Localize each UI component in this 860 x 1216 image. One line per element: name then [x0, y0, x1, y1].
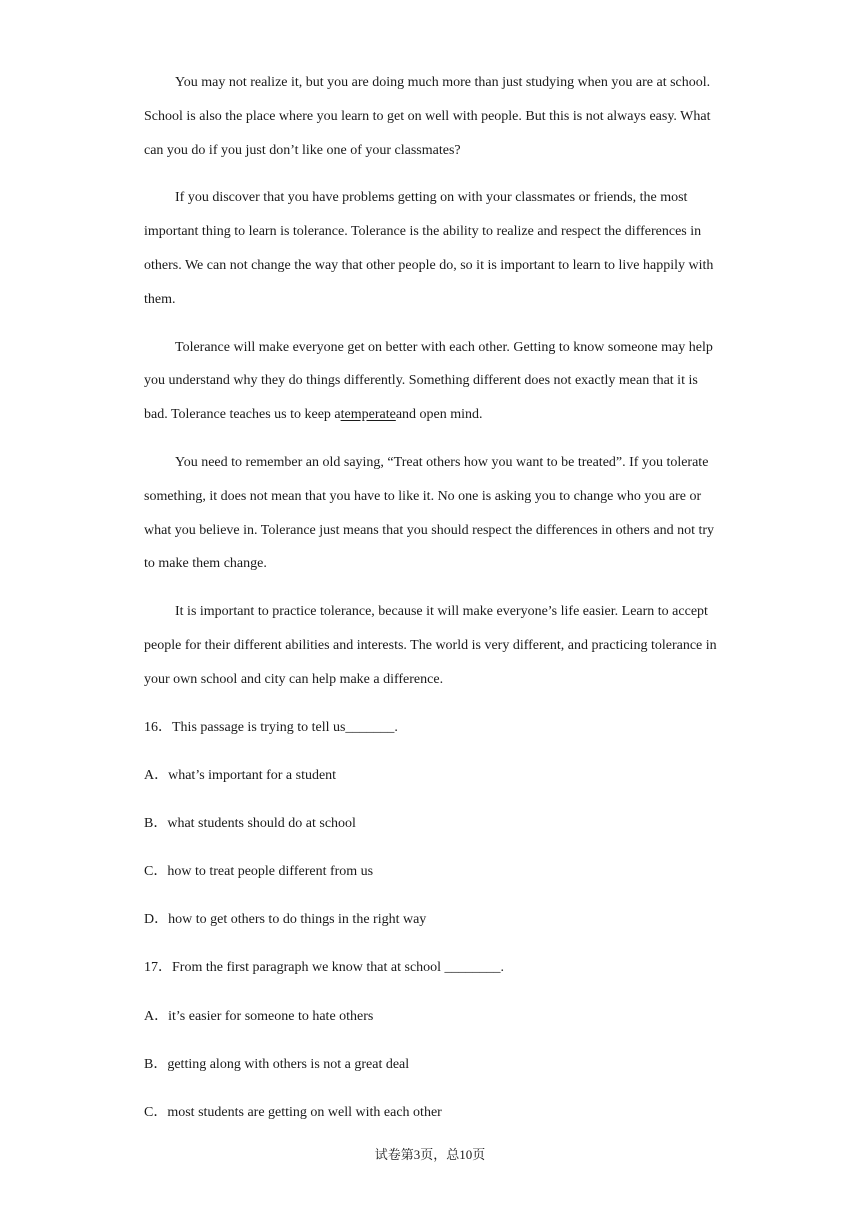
underlined-word-temperate: temperate — [340, 407, 396, 423]
question-16 — [144, 711, 724, 952]
paragraph-3-text-after: and open mind. — [395, 407, 483, 423]
question-17-option-b: B．getting along with others is not a great deal — [144, 1056, 410, 1072]
question-16-stem: 16．This passage is trying to tell us_______. — [144, 719, 398, 735]
reading-passage — [144, 66, 724, 697]
question-16-option-b: B．what students should do at school — [144, 815, 356, 831]
passage-paragraph-1: You may not realize it, but you are doing much more than just studying when you are at school. School is also the place where you learn to get on well with people. But this is not always easy. What can you do if you just don’t like one of your classmates? — [144, 75, 711, 158]
paragraph-3-text-before: Tolerance will make everyone get on better with each other. Getting to know someone may help you understand why they do things differently. Something different does not exactly mean that it is bad. Tolerance teaches us to keep a — [144, 339, 713, 423]
passage-paragraph-2: If you discover that you have problems getting on with your classmates or friends, the most important thing to learn is tolerance. Tolerance is the ability to realize and respect the differences in others. We can not change the way that other people do, so it is important to learn to live happily with them. — [144, 190, 714, 307]
passage-paragraph-4: You need to remember an old saying, “Treat others how you want to be treated”. If you tolerate something, it does not mean that you have to like it. No one is asking you to change who you are or what you believe in. Tolerance just means that you should respect the differences in others and not try to make them change. — [144, 454, 715, 572]
question-16-option-a: A．what’s important for a student — [144, 767, 337, 783]
question-17-stem: 17．From the first paragraph we know that at school ________. — [144, 960, 505, 976]
question-16-option-d: D．how to get others to do things in the right way — [144, 912, 427, 928]
question-16-option-c: C．how to treat people different from us — [144, 864, 374, 880]
question-17-option-c: C．most students are getting on well with each other — [144, 1105, 442, 1121]
question-17 — [144, 951, 724, 1144]
question-17-option-a: A．it’s easier for someone to hate others — [144, 1008, 374, 1024]
passage-paragraph-3 — [144, 331, 724, 432]
passage-paragraph-5: It is important to practice tolerance, because it will make everyone’s life easier. Learn to accept people for their different abilities and interests. The world is very different, and practicing tolerance in your own school and city can help make a difference. — [144, 604, 717, 687]
page-footer: 试卷第3页，总10页 — [374, 1147, 486, 1162]
page-content — [144, 66, 724, 1144]
